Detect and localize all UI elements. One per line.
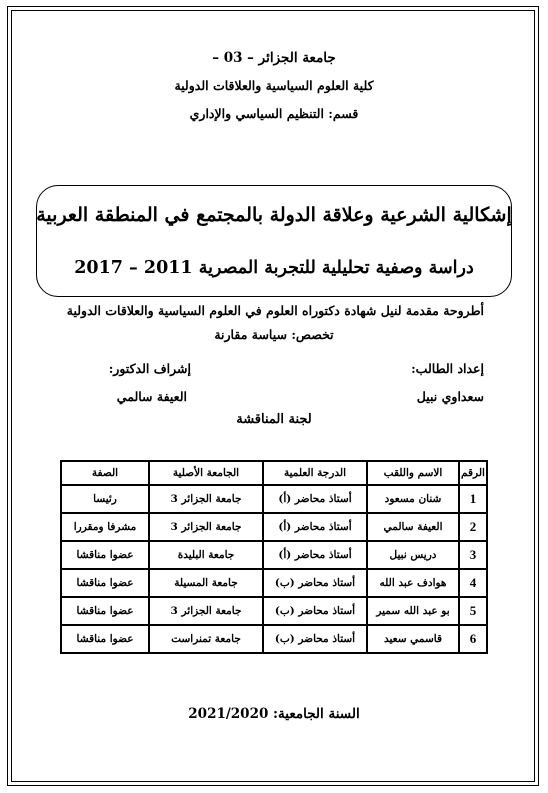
table-row (61, 513, 487, 541)
member-name: بو عبد الله سمير (367, 597, 459, 625)
member-name: شنان مسعود (367, 485, 459, 513)
member-university: جامعة الجزائر 3 (149, 597, 263, 625)
student-name: سعداوي نبيل (416, 389, 484, 404)
member-university: جامعة المسيلة (149, 569, 263, 597)
header-name: الاسم واللقب (367, 461, 459, 485)
member-grade: أستاذ محاضر (أ) (263, 513, 367, 541)
member-university: جامعة البليدة (149, 541, 263, 569)
header-number: الرقم (459, 461, 487, 485)
header-university: الجامعة الأصلية (149, 461, 263, 485)
member-grade: أستاذ محاضر (ب) (263, 569, 367, 597)
member-role: عضوا مناقشا (61, 569, 149, 597)
header-grade: الدرجة العلمية (263, 461, 367, 485)
table-row (61, 625, 487, 653)
thesis-statement: أطروحة مقدمة لنيل شهادة دكتوراه العلوم في العلوم السياسية والعلاقات الدولية (66, 303, 484, 318)
specialty: تخصص: سياسة مقارنة (214, 327, 334, 342)
thesis-title: إشكالية الشرعية وعلاقة الدولة بالمجتمع في المنطقة العربية (36, 204, 512, 226)
university-name: جامعة الجزائر – 03 – (212, 50, 336, 66)
supervisor-label: إشراف الدكتور: (108, 361, 191, 376)
member-role: رئيسا (61, 485, 149, 513)
member-role: عضوا مناقشا (61, 625, 149, 653)
header-role: الصفة (61, 461, 149, 485)
member-name: قاسمي سعيد (367, 625, 459, 653)
member-name: دريس نبيل (367, 541, 459, 569)
member-grade: أستاذ محاضر (أ) (263, 485, 367, 513)
row-number: 4 (459, 569, 487, 597)
prepared-by-label: إعداد الطالب: (411, 361, 484, 376)
row-number: 5 (459, 597, 487, 625)
committee-title: لجنة المناقشة (236, 412, 312, 427)
row-number: 6 (459, 625, 487, 653)
faculty-name: كلية العلوم السياسية والعلاقات الدولية (174, 78, 374, 93)
supervisor-name: العيفة سالمي (116, 389, 187, 404)
thesis-subtitle: دراسة وصفية تحليلية للتجربة المصرية 2011 – 2017 (74, 258, 474, 278)
jury-table (60, 460, 488, 654)
member-university: جامعة الجزائر 3 (149, 513, 263, 541)
table-row (61, 569, 487, 597)
table-header-row (61, 461, 487, 485)
member-role: مشرفا ومقررا (61, 513, 149, 541)
member-role: عضوا مناقشا (61, 541, 149, 569)
member-grade: أستاذ محاضر (أ) (263, 541, 367, 569)
member-grade: أستاذ محاضر (ب) (263, 597, 367, 625)
member-university: جامعة الجزائر 3 (149, 485, 263, 513)
department-name: قسم: التنظيم السياسي والإداري (189, 106, 359, 121)
row-number: 1 (459, 485, 487, 513)
table-row (61, 485, 487, 513)
member-role: عضوا مناقشا (61, 597, 149, 625)
member-university: جامعة تمنراست (149, 625, 263, 653)
table-row (61, 541, 487, 569)
academic-year: السنة الجامعية: 2021/2020 (188, 706, 360, 722)
member-grade: أستاذ محاضر (ب) (263, 625, 367, 653)
title-box (36, 185, 512, 297)
row-number: 3 (459, 541, 487, 569)
member-name: هوادف عبد الله (367, 569, 459, 597)
row-number: 2 (459, 513, 487, 541)
table-row (61, 597, 487, 625)
member-name: العيفة سالمي (367, 513, 459, 541)
